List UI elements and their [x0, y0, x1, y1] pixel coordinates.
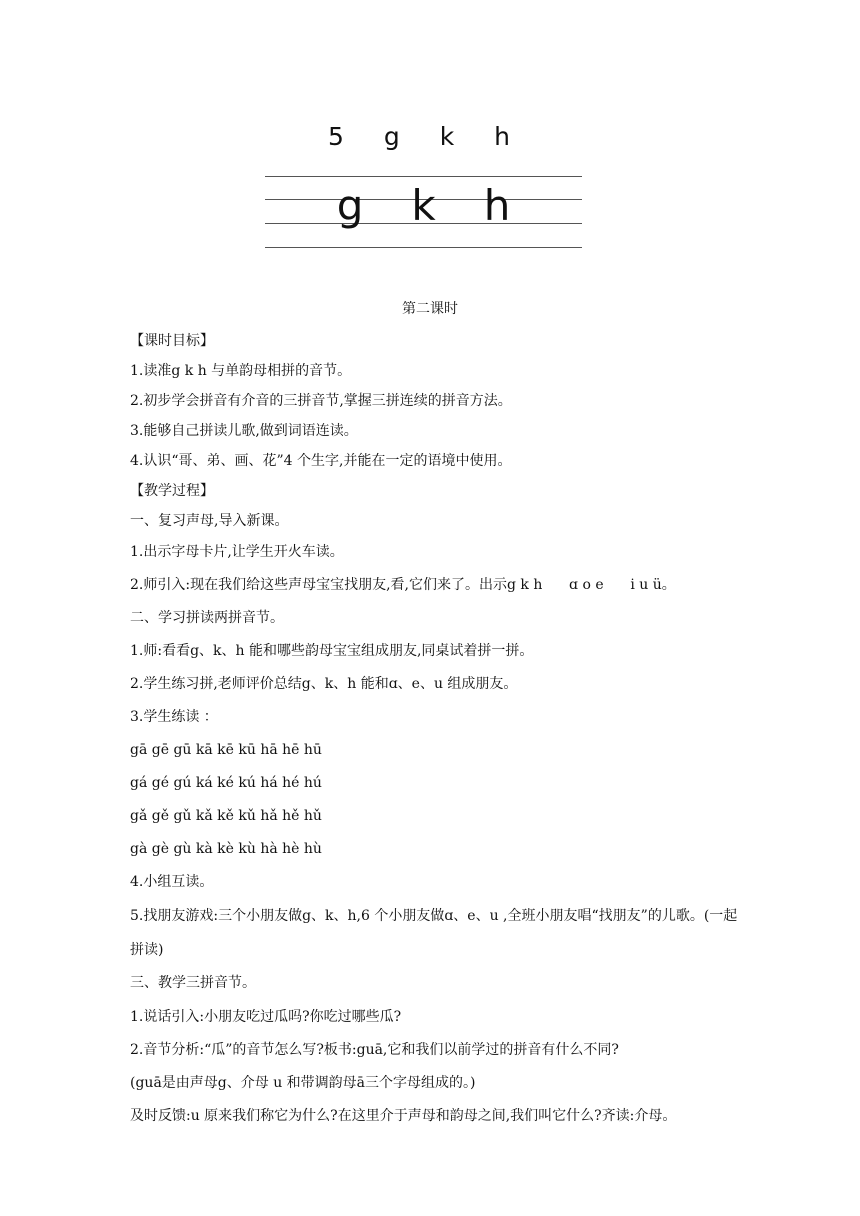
body-line: 一、复习声母,导入新课。	[130, 513, 289, 529]
body-line: (guā是由声母g、介母 u 和带调韵母ā三个字母组成的。)	[130, 1075, 476, 1091]
pinyin-practice-line: gà gè gù kà kè kù hà hè hù	[130, 841, 322, 857]
body-line: 1.出示字母卡片,让学生开火车读。	[130, 544, 344, 560]
body-line: 4.认识“哥、弟、画、花”4 个生字,并能在一定的语境中使用。	[130, 453, 512, 469]
body-line: 2.学生练习拼,老师评价总结g、k、h 能和ɑ、e、u 组成朋友。	[130, 676, 518, 692]
lesson-heading	[0, 122, 840, 151]
pinyin-practice-line: gǎ gě gǔ kǎ kě kǔ hǎ hě hǔ	[130, 808, 322, 824]
body-line: 4.小组互读。	[130, 874, 214, 890]
heading-letter-k: k	[439, 122, 457, 151]
body-line: 三、教学三拼音节。	[130, 975, 256, 991]
grid-letter-h: h	[483, 181, 511, 230]
section-heading: 【课时目标】	[130, 333, 214, 349]
grid-letter-k: k	[411, 181, 436, 230]
body-line: 3.能够自己拼读儿歌,做到词语连读。	[130, 423, 358, 439]
lesson-number: 5	[328, 122, 346, 151]
heading-letter-h: h	[494, 122, 512, 151]
pinyin-writing-grid	[265, 176, 582, 248]
grid-letters	[265, 180, 582, 240]
pinyin-practice-line: gá gé gú ká ké kú há hé hú	[130, 775, 322, 791]
grid-line	[265, 176, 582, 177]
body-line: 2.音节分析:“瓜”的音节怎么写?板书:guā,它和我们以前学过的拼音有什么不同?	[130, 1042, 619, 1058]
body-line: 及时反馈:u 原来我们称它为什么?在这里介于声母和韵母之间,我们叫它什么?齐读:介母。	[130, 1108, 677, 1124]
body-line: 二、学习拼读两拼音节。	[130, 610, 284, 626]
pinyin-practice-line: gā gē gū kā kē kū hā hē hū	[130, 742, 322, 758]
body-line: 2.师引入:现在我们给这些声母宝宝找朋友,看,它们来了。出示g k h ɑ o e i u ü。	[130, 577, 676, 593]
body-line: 1.师:看看g、k、h 能和哪些韵母宝宝组成朋友,同桌试着拼一拼。	[130, 643, 534, 659]
section-heading: 【教学过程】	[130, 483, 214, 499]
body-line: 1.说话引入:小朋友吃过瓜吗?你吃过哪些瓜?	[130, 1009, 402, 1025]
heading-letter-g: g	[383, 122, 402, 151]
body-line: 1.读准g k h 与单韵母相拼的音节。	[130, 363, 352, 379]
body-line: 2.初步学会拼音有介音的三拼音节,掌握三拼连续的拼音方法。	[130, 393, 512, 409]
section-subtitle: 第二课时	[402, 301, 458, 317]
body-line: 3.学生练读 ：	[130, 709, 218, 725]
grid-line	[265, 247, 582, 248]
grid-letter-g: g	[336, 181, 364, 230]
lesson-body	[130, 326, 740, 1133]
body-paragraph: 5.找朋友游戏:三个小朋友做g、k、h,6 个小朋友做ɑ、e、u ,全班小朋友唱“找朋友”的儿歌。(一起拼读)	[130, 908, 738, 958]
